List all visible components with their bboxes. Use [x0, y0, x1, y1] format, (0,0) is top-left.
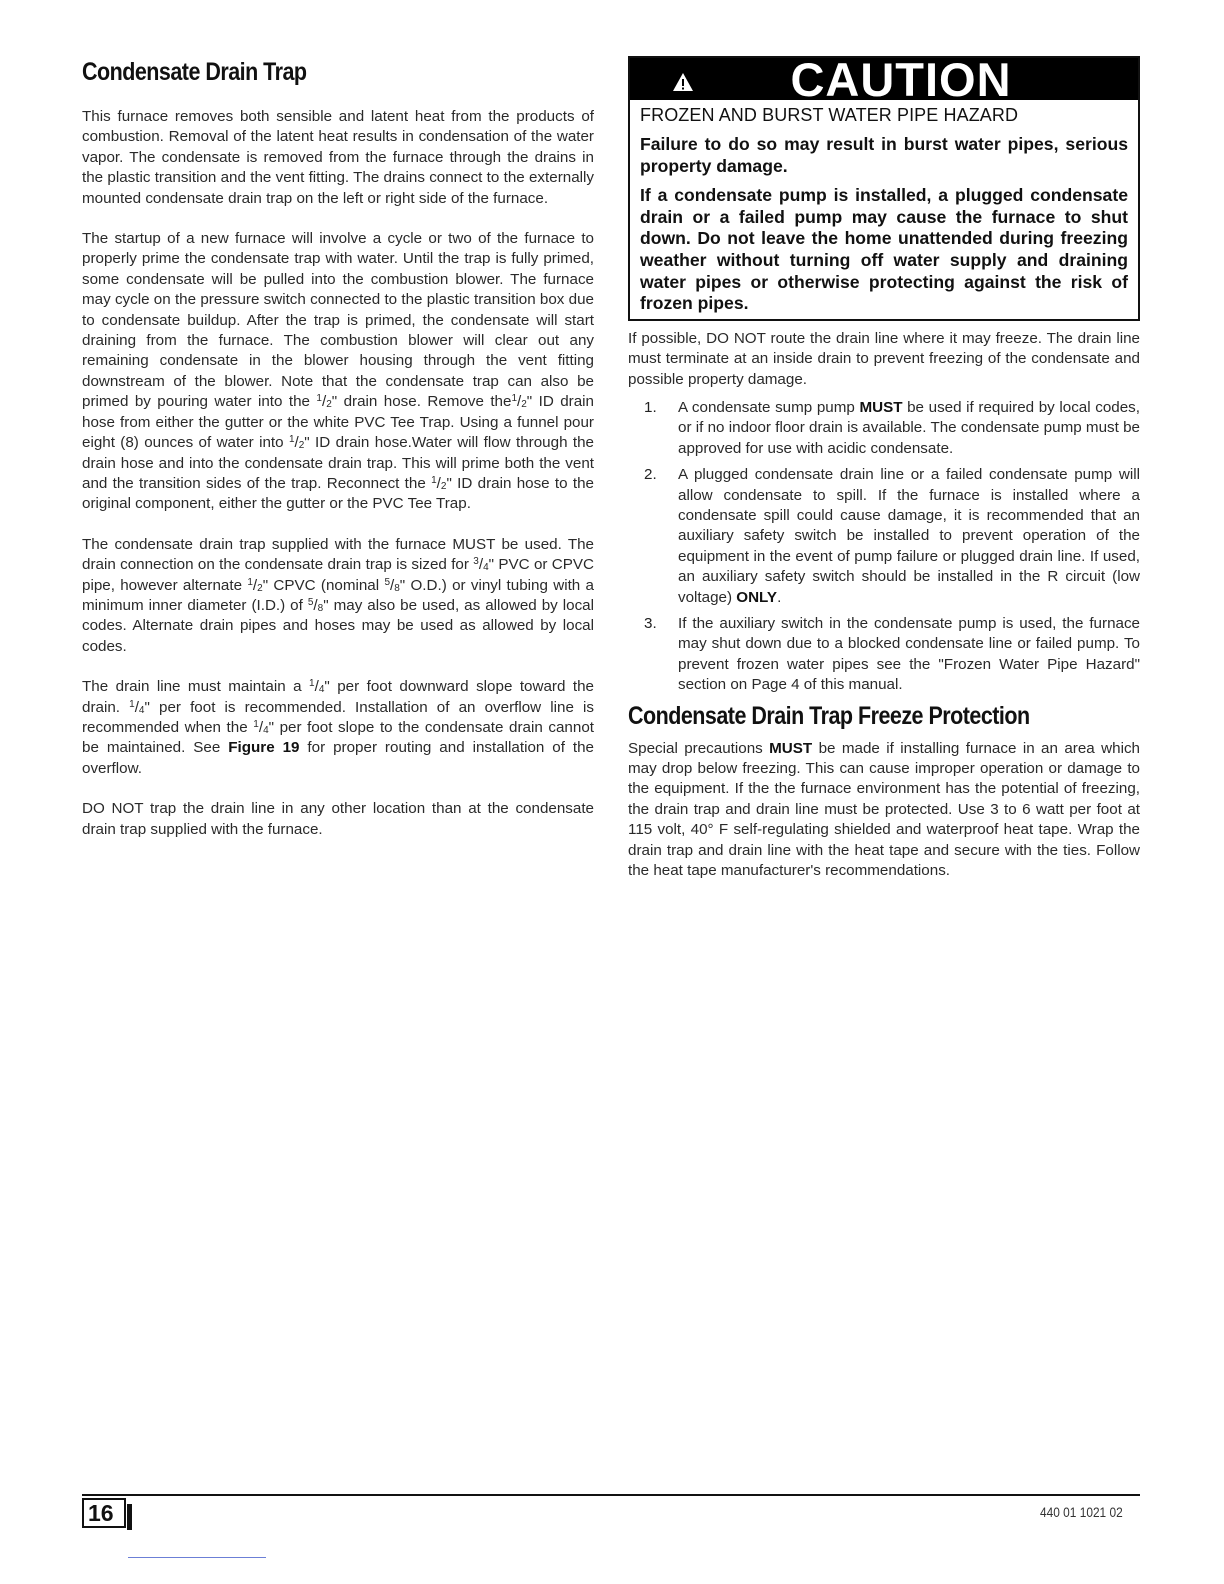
caution-body — [630, 100, 1138, 319]
paragraph-do-not-trap: DO NOT trap the drain line in any other location than at the condensate drain trap supplied with the furnace. — [82, 800, 594, 838]
list-item-text: A condensate sump pump MUST be used if required by local codes, or if no indoor floor drain is available. The condensate pump must be approved for use with acidic condensate. — [678, 398, 1141, 457]
list-item-number: 1. — [644, 398, 657, 416]
caution-hazard-title: FROZEN AND BURST WATER PIPE HAZARD — [640, 105, 1019, 125]
caution-paragraph-2: If a condensate pump is installed, a plugged condensate drain or a failed pump may cause the furnace to shut down. Do not leave the home unattended during freezing weather without turning off water supply and draining water pipes or otherwise protecting against the risk of frozen pipes. — [640, 185, 1128, 314]
list-item-text: If the auxiliary switch in the condensate pump is used, the furnace may shut down due to a blocked condensate line or failed pump. To prevent frozen water pipes see the "Frozen Water Pipe Hazard" section on Page 4 of this manual. — [678, 615, 1140, 694]
list-item — [628, 614, 1140, 696]
left-column — [82, 56, 594, 860]
paragraph-trap-supplied: The condensate drain trap supplied with the furnace MUST be used. The drain connection on the condensate drain trap is sized for $^3/_4$" PVC or CPVC pipe, however alternate $^1/_2$" CPVC (nominal $^5/_8$" O.D.) or vinyl tubing with a minimum inner diameter (I.D.) of $^5/_8$" may also be used, as allowed by local codes. Alternate drain pipes and hoses may be used as allowed by local codes. — [82, 535, 594, 655]
list-item-text: A plugged condensate drain line or a failed condensate pump will allow condensate to spill. If the furnace is installed where a condensate spill could cause damage, it is recommended that an auxiliary safety switch be installed to prevent operation of the equipment in the event of pump failure or plugged drain line. If used, an auxiliary safety switch should be installed in the R circuit (low voltage) ONLY. — [678, 466, 1140, 606]
caution-title: CAUTION — [790, 53, 1012, 106]
list-item — [628, 465, 1140, 608]
section-heading-freeze-protection: Condensate Drain Trap Freeze Protection — [628, 701, 1030, 730]
steps-list — [628, 398, 1140, 696]
paragraph-freeze-protection: Special precautions MUST be made if installing furnace in an area which may drop below freezing. This can cause improper operation or damage to the equipment. If the the furnace environment has the potential of freezing, the drain trap and drain line must be protected. Use 3 to 6 watt per foot at 115 volt, 40° F self-regulating shielded and waterproof heat tape. Wrap the drain trap and drain line with the heat tape and secure with the ties. Follow the heat tape manufacturer's recommendations. — [628, 739, 1140, 880]
paragraph-startup: The startup of a new furnace will involve a cycle or two of the furnace to properly prime the condensate trap with water. Until the trap is fully primed, some condensate will be pulled into the combustion blower. The furnace may cycle on the pressure switch connected to the plastic transition box due to condensate buildup. After the trap is primed, the condensate will start draining from the furnace. The combustion blower will clear out any remaining condensate in the blower housing through the vent fitting downstream of the blower. Note that the condensate trap can also be primed by pouring water into the $^1/_2$" drain hose. Remove $the^1/_2$" ID drain hose from either the gutter or the white PVC Tee Trap. Using a funnel pour eight (8) ounces of water into $^1/_2$" ID drain hose.Water will flow through the drain hose and into the condensate drain trap. This will prime both the vent and the transition sides of the trap. Reconnect the $^1/_2$" ID drain hose to the original component, either the gutter or the PVC Tee Trap. — [82, 230, 595, 513]
list-item-number: 3. — [644, 615, 657, 633]
document-number: 440 01 1021 02 — [1040, 1504, 1123, 1520]
paragraph-drain-slope: The drain line must maintain a $^1/_4$" per foot downward slope toward the drain. $^1/_4$" per foot is recommended. Installation of an overflow line is recommended when the $^1/_4$" per foot slope to the condensate drain cannot be maintained. See Figure 19 for proper routing and installation of the overflow. — [82, 678, 595, 777]
paragraph-intro: This furnace removes both sensible and latent heat from the products of combustion. Removal of the latent heat results in condensation of the water vapor. The condensate is removed from the furnace through the drains in the plastic transition and the vent fitting. The drains connect to the externally mounted condensate drain trap on the left or right side of the furnace. — [82, 108, 594, 207]
right-column — [628, 53, 1141, 902]
caution-box — [628, 53, 1140, 321]
list-item — [628, 398, 1140, 459]
caution-header — [630, 53, 1138, 106]
list-item-number: 2. — [644, 466, 657, 484]
page-number: 16 — [88, 1500, 114, 1526]
footer-rule — [82, 1494, 1140, 1496]
bottom-divider — [128, 1557, 266, 1558]
figure-reference: Figure 19 — [228, 739, 300, 757]
caution-paragraph-1: Failure to do so may result in burst water pipes, serious property damage. — [640, 134, 1128, 176]
paragraph-route-drain: If possible, DO NOT route the drain line where it may freeze. The drain line must terminate at an inside drain to prevent freezing of the condensate and possible property damage. — [628, 329, 1140, 388]
section-heading-condensate-drain-trap: Condensate Drain Trap — [82, 58, 307, 86]
page-number-box — [82, 1498, 126, 1528]
